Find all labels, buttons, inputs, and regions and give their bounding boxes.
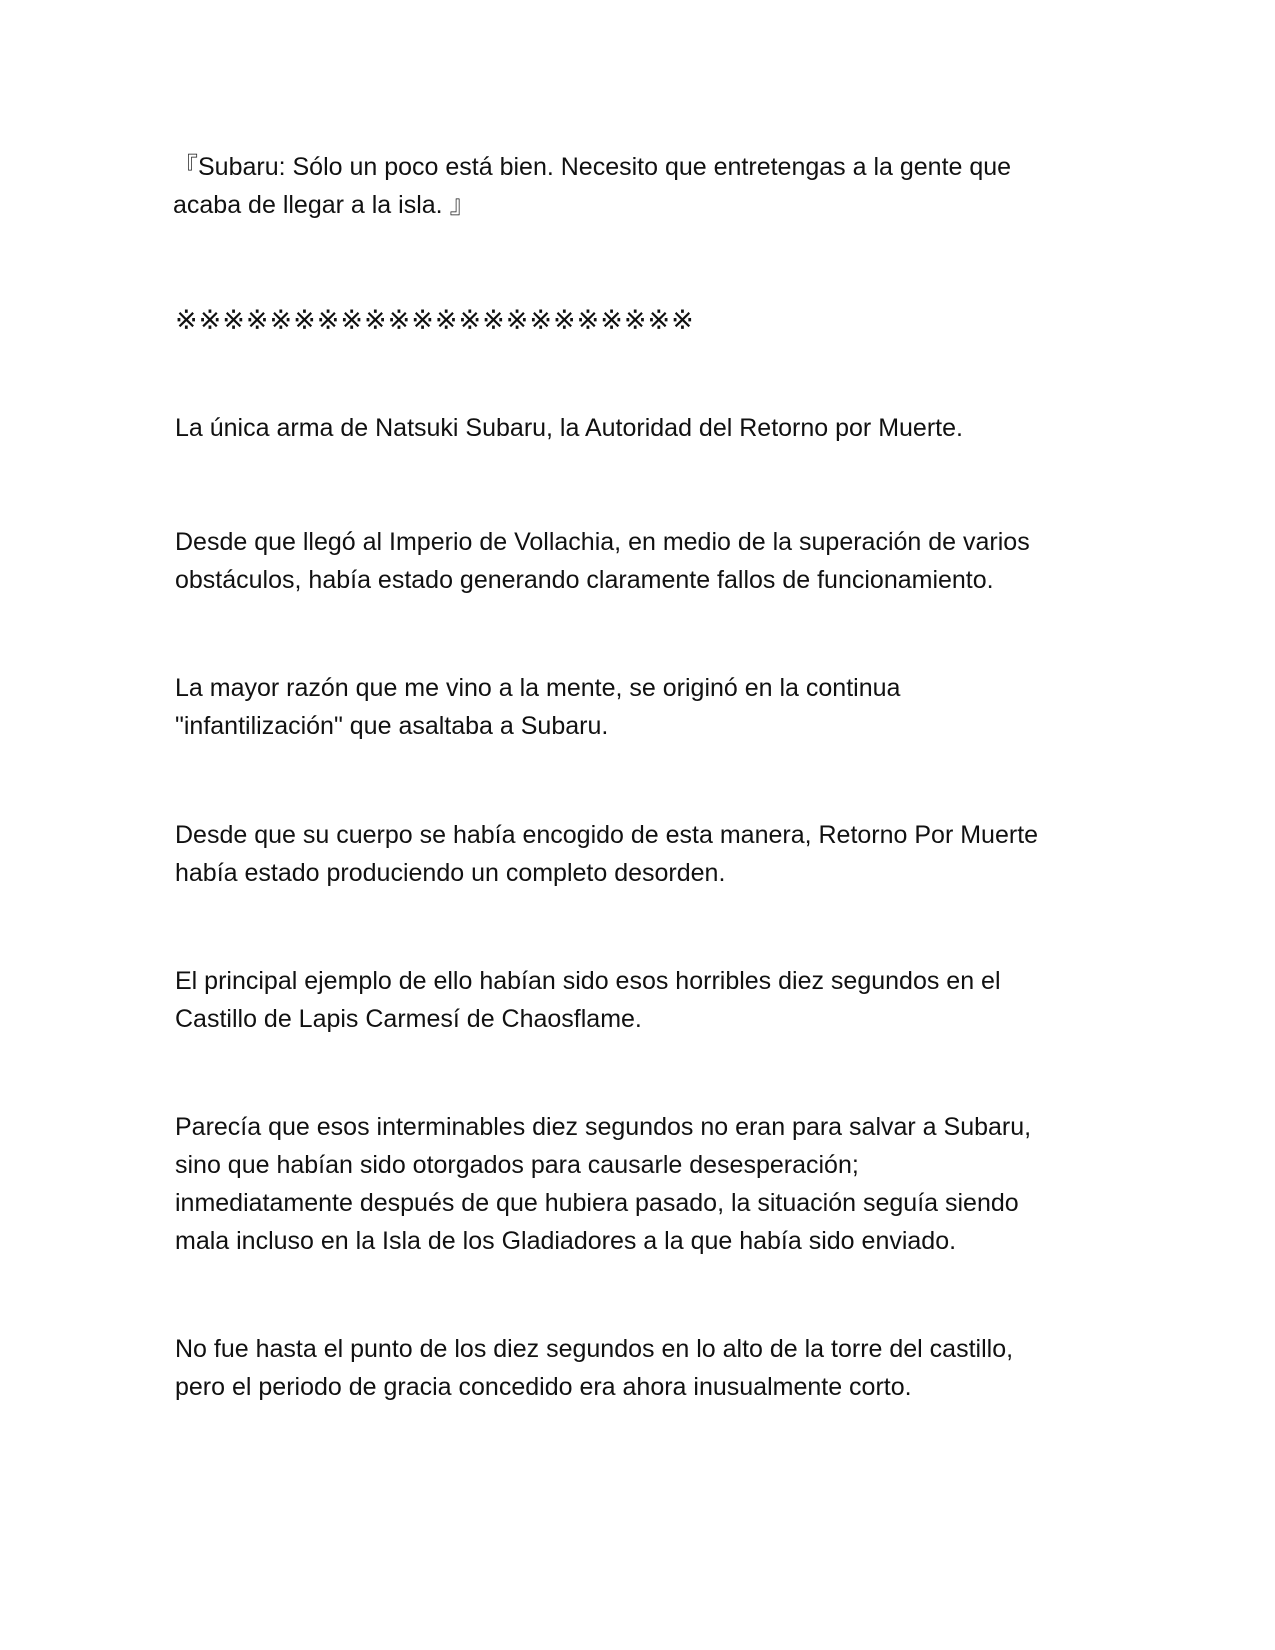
text-line: La única arma de Natsuki Subaru, la Autoridad del Retorno por Muerte. bbox=[175, 414, 963, 442]
dialogue-paragraph bbox=[173, 148, 1093, 224]
scene-separator: ※※※※※※※※※※※※※※※※※※※※※※ bbox=[175, 305, 695, 336]
text-line: obstáculos, había estado generando claramente fallos de funcionamiento. bbox=[175, 566, 994, 594]
text-line: Castillo de Lapis Carmesí de Chaosflame. bbox=[175, 1005, 642, 1033]
text-line: Parecía que esos interminables diez segundos no eran para salvar a Subaru, bbox=[175, 1113, 1032, 1141]
text-line: pero el periodo de gracia concedido era ahora inusualmente corto. bbox=[175, 1373, 912, 1401]
text-line: Desde que su cuerpo se había encogido de esta manera, Retorno Por Muerte bbox=[175, 821, 1039, 849]
text-line: La mayor razón que me vino a la mente, se originó en la continua bbox=[175, 674, 901, 702]
paragraph bbox=[175, 669, 1095, 745]
text-line: El principal ejemplo de ello habían sido esos horribles diez segundos en el bbox=[175, 967, 1001, 995]
paragraph bbox=[175, 1108, 1095, 1260]
text-line: acaba de llegar a la isla. 』 bbox=[173, 191, 475, 219]
text-line: mala incluso en la Isla de los Gladiadores a la que había sido enviado. bbox=[175, 1227, 957, 1255]
paragraph bbox=[175, 816, 1095, 892]
paragraph bbox=[175, 523, 1095, 599]
paragraph bbox=[175, 409, 1095, 447]
text-line: "infantilización" que asaltaba a Subaru. bbox=[175, 712, 609, 740]
text-line: había estado produciendo un completo desorden. bbox=[175, 859, 726, 887]
text-line: 『Subaru: Sólo un poco está bien. Necesito que entretengas a la gente que bbox=[173, 153, 1012, 181]
paragraph bbox=[175, 1330, 1095, 1406]
text-line: Desde que llegó al Imperio de Vollachia, en medio de la superación de varios bbox=[175, 528, 1030, 556]
text-line: No fue hasta el punto de los diez segundos en lo alto de la torre del castillo, bbox=[175, 1335, 1014, 1363]
text-line: sino que habían sido otorgados para causarle desesperación; bbox=[175, 1151, 859, 1179]
paragraph bbox=[175, 962, 1095, 1038]
text-line: inmediatamente después de que hubiera pasado, la situación seguía siendo bbox=[175, 1189, 1019, 1217]
